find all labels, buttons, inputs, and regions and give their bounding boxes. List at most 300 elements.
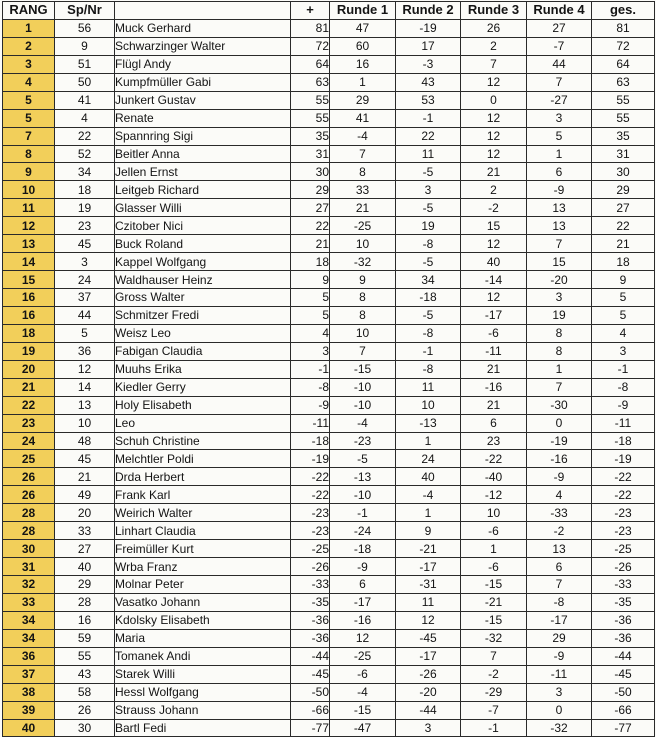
runde-3-cell: -32 <box>461 629 527 647</box>
runde-3-cell: 1 <box>461 540 527 558</box>
rank-cell: 16 <box>3 306 55 324</box>
player-number-cell: 49 <box>55 486 115 504</box>
table-row <box>3 629 655 647</box>
runde-2-cell: 17 <box>396 37 461 55</box>
runde-2-cell: -13 <box>396 414 461 432</box>
player-number-cell: 12 <box>55 360 115 378</box>
player-number-cell: 19 <box>55 199 115 217</box>
runde-2-cell: -5 <box>396 253 461 271</box>
player-number-cell: 23 <box>55 217 115 235</box>
plus-cell: -36 <box>291 611 330 629</box>
runde-1-cell: -18 <box>330 540 396 558</box>
total-cell: -77 <box>592 719 655 737</box>
runde-1-cell: 7 <box>330 342 396 360</box>
runde-2-cell: 24 <box>396 450 461 468</box>
runde-1-cell: -10 <box>330 486 396 504</box>
runde-1-cell: 47 <box>330 19 396 37</box>
total-cell: -1 <box>592 360 655 378</box>
runde-1-cell: -13 <box>330 468 396 486</box>
header-runde-2: Runde 2 <box>396 2 461 20</box>
total-cell: 31 <box>592 145 655 163</box>
runde-1-cell: 10 <box>330 235 396 253</box>
runde-4-cell: 29 <box>527 629 592 647</box>
player-number-cell: 20 <box>55 504 115 522</box>
rank-cell: 34 <box>3 629 55 647</box>
plus-cell: 21 <box>291 235 330 253</box>
player-number-cell: 26 <box>55 701 115 719</box>
runde-1-cell: 7 <box>330 145 396 163</box>
runde-1-cell: -15 <box>330 360 396 378</box>
runde-4-cell: 8 <box>527 342 592 360</box>
runde-2-cell: 11 <box>396 145 461 163</box>
plus-cell: 30 <box>291 163 330 181</box>
rank-cell: 20 <box>3 360 55 378</box>
rank-cell: 37 <box>3 665 55 683</box>
runde-4-cell: 4 <box>527 486 592 504</box>
runde-1-cell: 1 <box>330 73 396 91</box>
player-number-cell: 3 <box>55 253 115 271</box>
player-number-cell: 52 <box>55 145 115 163</box>
runde-4-cell: 15 <box>527 253 592 271</box>
total-cell: 22 <box>592 217 655 235</box>
plus-cell: -25 <box>291 540 330 558</box>
total-cell: 55 <box>592 91 655 109</box>
total-cell: 72 <box>592 37 655 55</box>
player-number-cell: 16 <box>55 611 115 629</box>
plus-cell: -33 <box>291 576 330 594</box>
runde-4-cell: 3 <box>527 109 592 127</box>
runde-1-cell: 12 <box>330 629 396 647</box>
table-row <box>3 306 655 324</box>
player-name-cell: Flügl Andy <box>115 55 291 73</box>
table-row <box>3 360 655 378</box>
total-cell: -9 <box>592 396 655 414</box>
player-name-cell: Weisz Leo <box>115 324 291 342</box>
runde-4-cell: -9 <box>527 181 592 199</box>
runde-1-cell: -4 <box>330 127 396 145</box>
runde-1-cell: -15 <box>330 701 396 719</box>
rank-cell: 9 <box>3 163 55 181</box>
player-name-cell: Freimüller Kurt <box>115 540 291 558</box>
rank-cell: 28 <box>3 522 55 540</box>
runde-4-cell: -16 <box>527 450 592 468</box>
table-row <box>3 271 655 289</box>
rank-cell: 30 <box>3 540 55 558</box>
plus-cell: -9 <box>291 396 330 414</box>
runde-3-cell: 7 <box>461 647 527 665</box>
player-number-cell: 40 <box>55 558 115 576</box>
runde-4-cell: 0 <box>527 701 592 719</box>
player-name-cell: Linhart Claudia <box>115 522 291 540</box>
runde-2-cell: 12 <box>396 611 461 629</box>
plus-cell: 5 <box>291 289 330 307</box>
runde-1-cell: -32 <box>330 253 396 271</box>
header-row <box>3 2 655 20</box>
plus-cell: 27 <box>291 199 330 217</box>
table-row <box>3 217 655 235</box>
rank-cell: 21 <box>3 378 55 396</box>
runde-2-cell: 10 <box>396 396 461 414</box>
rank-cell: 11 <box>3 199 55 217</box>
total-cell: 9 <box>592 271 655 289</box>
player-number-cell: 59 <box>55 629 115 647</box>
runde-3-cell: -2 <box>461 665 527 683</box>
runde-4-cell: -27 <box>527 91 592 109</box>
player-name-cell: Kappel Wolfgang <box>115 253 291 271</box>
runde-2-cell: -5 <box>396 306 461 324</box>
player-name-cell: Waldhauser Heinz <box>115 271 291 289</box>
table-row <box>3 558 655 576</box>
runde-4-cell: 8 <box>527 324 592 342</box>
total-cell: 30 <box>592 163 655 181</box>
rank-cell: 22 <box>3 396 55 414</box>
player-name-cell: Gross Walter <box>115 289 291 307</box>
player-number-cell: 21 <box>55 468 115 486</box>
runde-1-cell: -23 <box>330 432 396 450</box>
rank-cell: 16 <box>3 289 55 307</box>
runde-2-cell: 1 <box>396 504 461 522</box>
player-name-cell: Bartl Fedi <box>115 719 291 737</box>
player-number-cell: 27 <box>55 540 115 558</box>
player-number-cell: 18 <box>55 181 115 199</box>
plus-cell: 81 <box>291 19 330 37</box>
table-row <box>3 91 655 109</box>
runde-3-cell: -29 <box>461 683 527 701</box>
total-cell: 18 <box>592 253 655 271</box>
runde-4-cell: 6 <box>527 558 592 576</box>
runde-2-cell: 34 <box>396 271 461 289</box>
total-cell: -19 <box>592 450 655 468</box>
plus-cell: 55 <box>291 91 330 109</box>
runde-3-cell: -11 <box>461 342 527 360</box>
runde-3-cell: 2 <box>461 37 527 55</box>
table-row <box>3 701 655 719</box>
header-runde-4: Runde 4 <box>527 2 592 20</box>
runde-4-cell: -9 <box>527 647 592 665</box>
runde-1-cell: -25 <box>330 217 396 235</box>
runde-2-cell: -44 <box>396 701 461 719</box>
table-row <box>3 253 655 271</box>
runde-1-cell: -17 <box>330 593 396 611</box>
runde-3-cell: -6 <box>461 522 527 540</box>
total-cell: -50 <box>592 683 655 701</box>
player-name-cell: Jellen Ernst <box>115 163 291 181</box>
player-number-cell: 34 <box>55 163 115 181</box>
rank-cell: 13 <box>3 235 55 253</box>
plus-cell: -8 <box>291 378 330 396</box>
player-number-cell: 28 <box>55 593 115 611</box>
player-number-cell: 45 <box>55 450 115 468</box>
results-table <box>2 1 655 737</box>
table-row <box>3 414 655 432</box>
runde-2-cell: 53 <box>396 91 461 109</box>
player-name-cell: Schmitzer Fredi <box>115 306 291 324</box>
runde-1-cell: 9 <box>330 271 396 289</box>
runde-2-cell: -20 <box>396 683 461 701</box>
runde-2-cell: -31 <box>396 576 461 594</box>
player-name-cell: Wrba Franz <box>115 558 291 576</box>
runde-3-cell: 12 <box>461 289 527 307</box>
plus-cell: 64 <box>291 55 330 73</box>
runde-1-cell: -24 <box>330 522 396 540</box>
player-number-cell: 24 <box>55 271 115 289</box>
runde-3-cell: -17 <box>461 306 527 324</box>
rank-cell: 23 <box>3 414 55 432</box>
plus-cell: -44 <box>291 647 330 665</box>
runde-2-cell: -1 <box>396 342 461 360</box>
total-cell: -45 <box>592 665 655 683</box>
total-cell: 4 <box>592 324 655 342</box>
table-row <box>3 378 655 396</box>
runde-2-cell: -8 <box>396 235 461 253</box>
runde-3-cell: 12 <box>461 109 527 127</box>
runde-3-cell: 21 <box>461 396 527 414</box>
runde-1-cell: 60 <box>330 37 396 55</box>
player-number-cell: 51 <box>55 55 115 73</box>
player-name-cell: Kumpfmüller Gabi <box>115 73 291 91</box>
player-number-cell: 43 <box>55 665 115 683</box>
runde-1-cell: 10 <box>330 324 396 342</box>
rank-cell: 4 <box>3 73 55 91</box>
runde-2-cell: -21 <box>396 540 461 558</box>
plus-cell: 4 <box>291 324 330 342</box>
total-cell: 27 <box>592 199 655 217</box>
plus-cell: 29 <box>291 181 330 199</box>
plus-cell: 3 <box>291 342 330 360</box>
runde-4-cell: 13 <box>527 217 592 235</box>
table-row <box>3 647 655 665</box>
runde-1-cell: -9 <box>330 558 396 576</box>
runde-1-cell: 33 <box>330 181 396 199</box>
runde-1-cell: 8 <box>330 289 396 307</box>
player-name-cell: Kiedler Gerry <box>115 378 291 396</box>
player-name-cell: Muck Gerhard <box>115 19 291 37</box>
plus-cell: 31 <box>291 145 330 163</box>
rank-cell: 3 <box>3 55 55 73</box>
table-row <box>3 289 655 307</box>
plus-cell: -23 <box>291 504 330 522</box>
header-name <box>115 2 291 20</box>
rank-cell: 1 <box>3 19 55 37</box>
table-row <box>3 145 655 163</box>
runde-2-cell: 11 <box>396 378 461 396</box>
player-number-cell: 36 <box>55 342 115 360</box>
runde-3-cell: 0 <box>461 91 527 109</box>
runde-1-cell: 8 <box>330 163 396 181</box>
runde-1-cell: -6 <box>330 665 396 683</box>
player-name-cell: Weirich Walter <box>115 504 291 522</box>
rank-cell: 28 <box>3 504 55 522</box>
runde-1-cell: 21 <box>330 199 396 217</box>
player-number-cell: 30 <box>55 719 115 737</box>
player-name-cell: Muuhs Erika <box>115 360 291 378</box>
player-number-cell: 55 <box>55 647 115 665</box>
total-cell: 55 <box>592 109 655 127</box>
runde-2-cell: 9 <box>396 522 461 540</box>
runde-1-cell: -10 <box>330 378 396 396</box>
rank-cell: 5 <box>3 91 55 109</box>
table-row <box>3 324 655 342</box>
rank-cell: 39 <box>3 701 55 719</box>
plus-cell: -66 <box>291 701 330 719</box>
runde-3-cell: -12 <box>461 486 527 504</box>
runde-3-cell: -14 <box>461 271 527 289</box>
total-cell: -26 <box>592 558 655 576</box>
rank-cell: 33 <box>3 593 55 611</box>
rank-cell: 32 <box>3 576 55 594</box>
runde-2-cell: -1 <box>396 109 461 127</box>
plus-cell: 72 <box>291 37 330 55</box>
table-row <box>3 396 655 414</box>
runde-3-cell: 7 <box>461 55 527 73</box>
runde-1-cell: -25 <box>330 647 396 665</box>
player-number-cell: 41 <box>55 91 115 109</box>
rank-cell: 38 <box>3 683 55 701</box>
rank-cell: 31 <box>3 558 55 576</box>
runde-3-cell: -1 <box>461 719 527 737</box>
runde-4-cell: -11 <box>527 665 592 683</box>
runde-4-cell: 7 <box>527 235 592 253</box>
table-row <box>3 73 655 91</box>
runde-2-cell: 19 <box>396 217 461 235</box>
table-row <box>3 719 655 737</box>
plus-cell: 63 <box>291 73 330 91</box>
runde-4-cell: 19 <box>527 306 592 324</box>
runde-1-cell: 8 <box>330 306 396 324</box>
player-number-cell: 22 <box>55 127 115 145</box>
runde-3-cell: 23 <box>461 432 527 450</box>
player-name-cell: Leo <box>115 414 291 432</box>
player-name-cell: Drda Herbert <box>115 468 291 486</box>
plus-cell: 18 <box>291 253 330 271</box>
runde-1-cell: -1 <box>330 504 396 522</box>
runde-2-cell: -17 <box>396 558 461 576</box>
total-cell: -35 <box>592 593 655 611</box>
header-plus: + <box>291 2 330 20</box>
runde-2-cell: -5 <box>396 163 461 181</box>
runde-4-cell: 13 <box>527 540 592 558</box>
runde-1-cell: 16 <box>330 55 396 73</box>
player-number-cell: 58 <box>55 683 115 701</box>
plus-cell: -19 <box>291 450 330 468</box>
total-cell: -23 <box>592 504 655 522</box>
player-number-cell: 14 <box>55 378 115 396</box>
plus-cell: -18 <box>291 432 330 450</box>
table-row <box>3 593 655 611</box>
runde-1-cell: 6 <box>330 576 396 594</box>
player-name-cell: Tomanek Andi <box>115 647 291 665</box>
total-cell: -36 <box>592 611 655 629</box>
table-row <box>3 109 655 127</box>
runde-2-cell: -18 <box>396 289 461 307</box>
table-row <box>3 540 655 558</box>
runde-4-cell: 1 <box>527 145 592 163</box>
runde-3-cell: 40 <box>461 253 527 271</box>
total-cell: -33 <box>592 576 655 594</box>
runde-2-cell: 1 <box>396 432 461 450</box>
runde-2-cell: 43 <box>396 73 461 91</box>
player-name-cell: Strauss Johann <box>115 701 291 719</box>
runde-3-cell: 21 <box>461 360 527 378</box>
runde-3-cell: -15 <box>461 611 527 629</box>
rank-cell: 2 <box>3 37 55 55</box>
runde-2-cell: -3 <box>396 55 461 73</box>
runde-3-cell: -7 <box>461 701 527 719</box>
header-runde-1: Runde 1 <box>330 2 396 20</box>
total-cell: -22 <box>592 486 655 504</box>
runde-4-cell: 0 <box>527 414 592 432</box>
player-name-cell: Maria <box>115 629 291 647</box>
rank-cell: 7 <box>3 127 55 145</box>
table-row <box>3 55 655 73</box>
table-row <box>3 504 655 522</box>
runde-3-cell: -40 <box>461 468 527 486</box>
runde-4-cell: -33 <box>527 504 592 522</box>
runde-4-cell: 7 <box>527 73 592 91</box>
header-ges: ges. <box>592 2 655 20</box>
table-row <box>3 163 655 181</box>
total-cell: 3 <box>592 342 655 360</box>
runde-3-cell: 21 <box>461 163 527 181</box>
rank-cell: 24 <box>3 432 55 450</box>
player-name-cell: Hessl Wolfgang <box>115 683 291 701</box>
header-runde-3: Runde 3 <box>461 2 527 20</box>
player-name-cell: Holy Elisabeth <box>115 396 291 414</box>
header-rang: RANG <box>3 2 55 20</box>
player-number-cell: 56 <box>55 19 115 37</box>
plus-cell: 22 <box>291 217 330 235</box>
table-row <box>3 683 655 701</box>
table-row <box>3 127 655 145</box>
runde-4-cell: 5 <box>527 127 592 145</box>
runde-2-cell: 11 <box>396 593 461 611</box>
runde-4-cell: 27 <box>527 19 592 37</box>
player-name-cell: Vasatko Johann <box>115 593 291 611</box>
total-cell: 21 <box>592 235 655 253</box>
runde-1-cell: -47 <box>330 719 396 737</box>
runde-1-cell: 41 <box>330 109 396 127</box>
runde-2-cell: -8 <box>396 360 461 378</box>
rank-cell: 18 <box>3 324 55 342</box>
runde-2-cell: -26 <box>396 665 461 683</box>
runde-4-cell: -19 <box>527 432 592 450</box>
player-number-cell: 45 <box>55 235 115 253</box>
runde-1-cell: 29 <box>330 91 396 109</box>
runde-3-cell: 12 <box>461 73 527 91</box>
total-cell: -23 <box>592 522 655 540</box>
runde-4-cell: -20 <box>527 271 592 289</box>
rank-cell: 12 <box>3 217 55 235</box>
player-number-cell: 33 <box>55 522 115 540</box>
player-name-cell: Melchtler Poldi <box>115 450 291 468</box>
runde-3-cell: 12 <box>461 145 527 163</box>
runde-2-cell: -19 <box>396 19 461 37</box>
total-cell: -11 <box>592 414 655 432</box>
runde-3-cell: 10 <box>461 504 527 522</box>
table-row <box>3 665 655 683</box>
runde-4-cell: 44 <box>527 55 592 73</box>
player-name-cell: Kdolsky Elisabeth <box>115 611 291 629</box>
runde-3-cell: -15 <box>461 576 527 594</box>
player-number-cell: 48 <box>55 432 115 450</box>
runde-3-cell: -2 <box>461 199 527 217</box>
table-row <box>3 342 655 360</box>
runde-3-cell: 15 <box>461 217 527 235</box>
total-cell: -25 <box>592 540 655 558</box>
total-cell: -44 <box>592 647 655 665</box>
table-row <box>3 611 655 629</box>
runde-1-cell: -5 <box>330 450 396 468</box>
